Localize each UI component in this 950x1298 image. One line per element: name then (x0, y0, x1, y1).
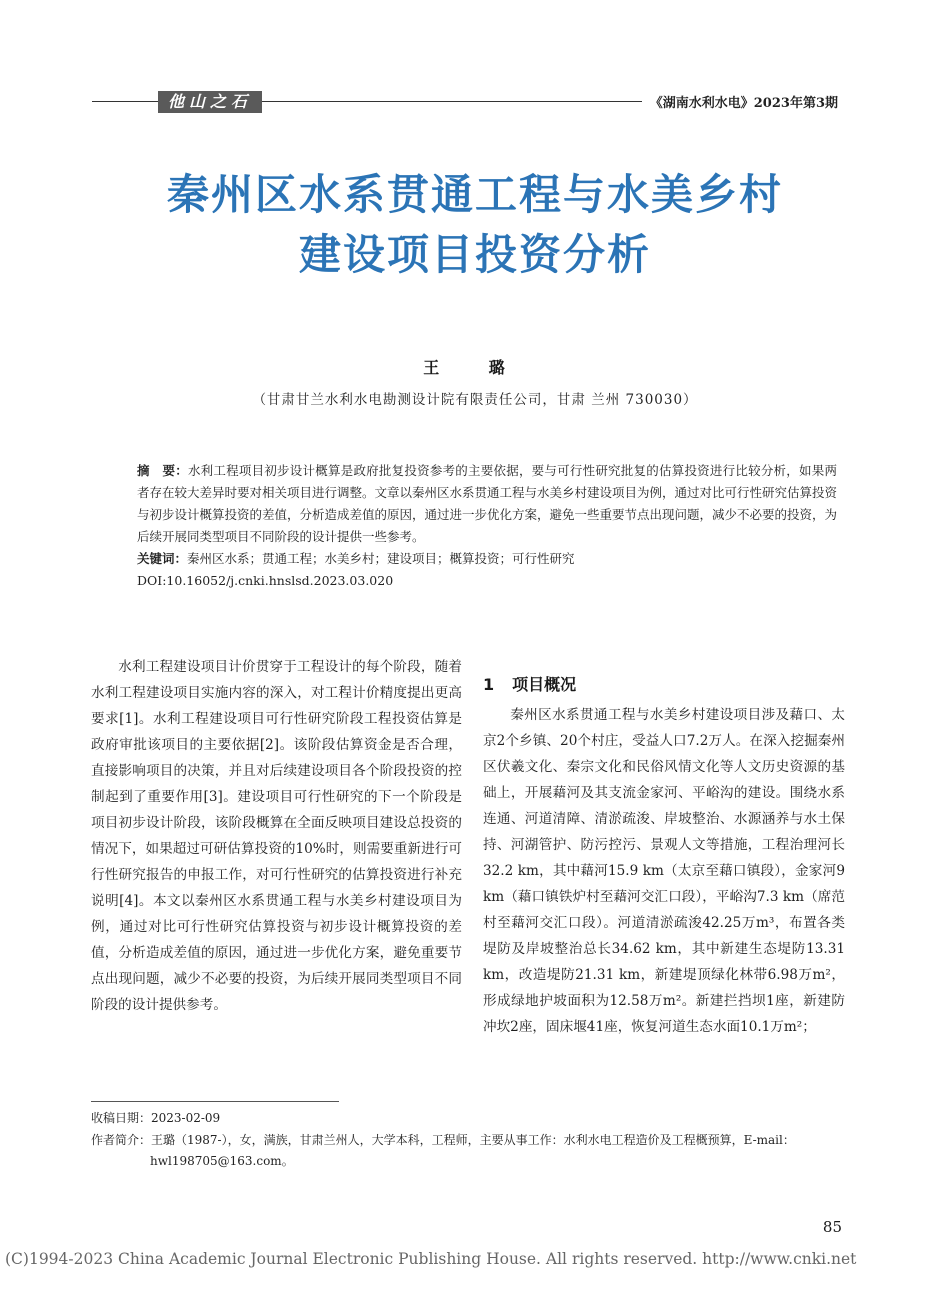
author-email: hwl198705@163.com。 (150, 1154, 294, 1168)
abstract-text: 水利工程项目初步设计概算是政府批复投资参考的主要依据，要与可行性研究批复的估算投资进行比较分析，如果两者存在较大差异时要对相关项目进行调整。文章以秦州区水系贯通工程与水美乡村建设项目为例，通过对比可行性研究估算投资与初步设计概算投资的差值，分析造成差值的原因，通过进一步优化方案，避免一些重要节点出现问题，减少不必要的投资，为后续开展同类型项目不同阶段的设计提供一些参考。 (137, 463, 838, 544)
footnote-rule (91, 1101, 339, 1102)
journal-issue: 《湖南水利水电》2023年第3期 (642, 92, 838, 111)
column-tag: 他山之石 (158, 91, 262, 113)
doi: DOI:10.16052/j.cnki.hnslsd.2023.03.020 (137, 573, 394, 588)
received-date: 收稿日期：2023-02-09 (91, 1111, 221, 1125)
author-bio-line1: 作者简介：王璐（1987-），女，满族，甘肃兰州人，大学本科，工程师，主要从事工作：水利水电工程造价及工程概预算，E-mail： (91, 1133, 795, 1147)
left-column (91, 654, 462, 1018)
author-name: 王 璐 (423, 358, 527, 377)
right-column (483, 702, 845, 1040)
abstract-block (137, 460, 837, 592)
section-paragraph: 秦州区水系贯通工程与水美乡村建设项目涉及藉口、太京2个乡镇、20个村庄，受益人口7.2万人。在深入挖掘秦州区伏羲文化、秦宗文化和民俗风情文化等人文历史资源的基础上，开展藉河及其支流金家河、平峪沟的建设。围绕水系连通、河道清障、清淤疏浚、岸坡整治、水源涵养与水土保持、河湖管护、防污控污、景观人文等措施，工程治理河长32.2 km，其中藉河15.9 km（太京至藉口镇段），金家河9 km（藉口镇铁炉村至藉河交汇口段），平峪沟7.3 km（席范村至藉河交汇口段）。河道清淤疏浚42.25万m³，布置各类堤防及岸坡整治总长34.62 km，其中新建生态堤防13.31 km，改造堤防21.31 km，新建堤顶绿化林带6.98万m²，形成绿地护坡面积为12.58万m²。新建拦挡坝1座，新建防冲坎2座，固床堰41座，恢复河道生态水面10.1万m²； (483, 707, 845, 1035)
abstract (137, 460, 837, 548)
author-bio (91, 1130, 841, 1172)
intro-paragraph: 水利工程建设项目计价贯穿于工程设计的每个阶段，随着水利工程建设项目实施内容的深入，对工程计价精度提出更高要求[1]。水利工程建设项目可行性研究阶段工程投资估算是政府审批该项目的主要依据[2]。该阶段估算资金是否合理，直接影响项目的决策，并且对后续建设项目各个阶段投资的控制起到了重要作用[3]。建设项目可行性研究的下一个阶段是项目初步设计阶段，该阶段概算在全面反映项目建设总投资的情况下，如果超过可研估算投资的10%时，则需要重新进行可行性研究报告的申报工作，对可行性研究的估算投资进行补充说明[4]。本文以秦州区水系贯通工程与水美乡村建设项目为例，通过对比可行性研究估算投资与初步设计概算投资的差值，分析造成差值的原因，通过进一步优化方案，避免重要节点出现问题，减少不必要的投资，为后续开展同类型项目不同阶段的设计提供参考。 (91, 659, 462, 1013)
author-affiliation: （甘肃甘兰水利水电勘测设计院有限责任公司，甘肃 兰州 730030） (252, 392, 698, 408)
section-heading (483, 672, 576, 695)
copyright-notice: (C)1994-2023 China Academic Journal Electronic Publishing House. All rights reserved. http://www.cnki.net (5, 1250, 857, 1268)
section-number: 1 (483, 675, 495, 694)
article-title-line2: 建设项目投资分析 (298, 230, 651, 279)
section-title: 项目概况 (512, 675, 577, 694)
article-title-line1: 秦州区水系贯通工程与水美乡村 (166, 170, 783, 219)
keywords-text: 秦州区水系；贯通工程；水美乡村；建设项目；概算投资；可行性研究 (187, 551, 575, 566)
abstract-label: 摘 要： (137, 463, 188, 478)
keywords-label: 关键词： (137, 551, 188, 566)
page-number: 85 (822, 1218, 842, 1236)
keywords (137, 548, 837, 570)
